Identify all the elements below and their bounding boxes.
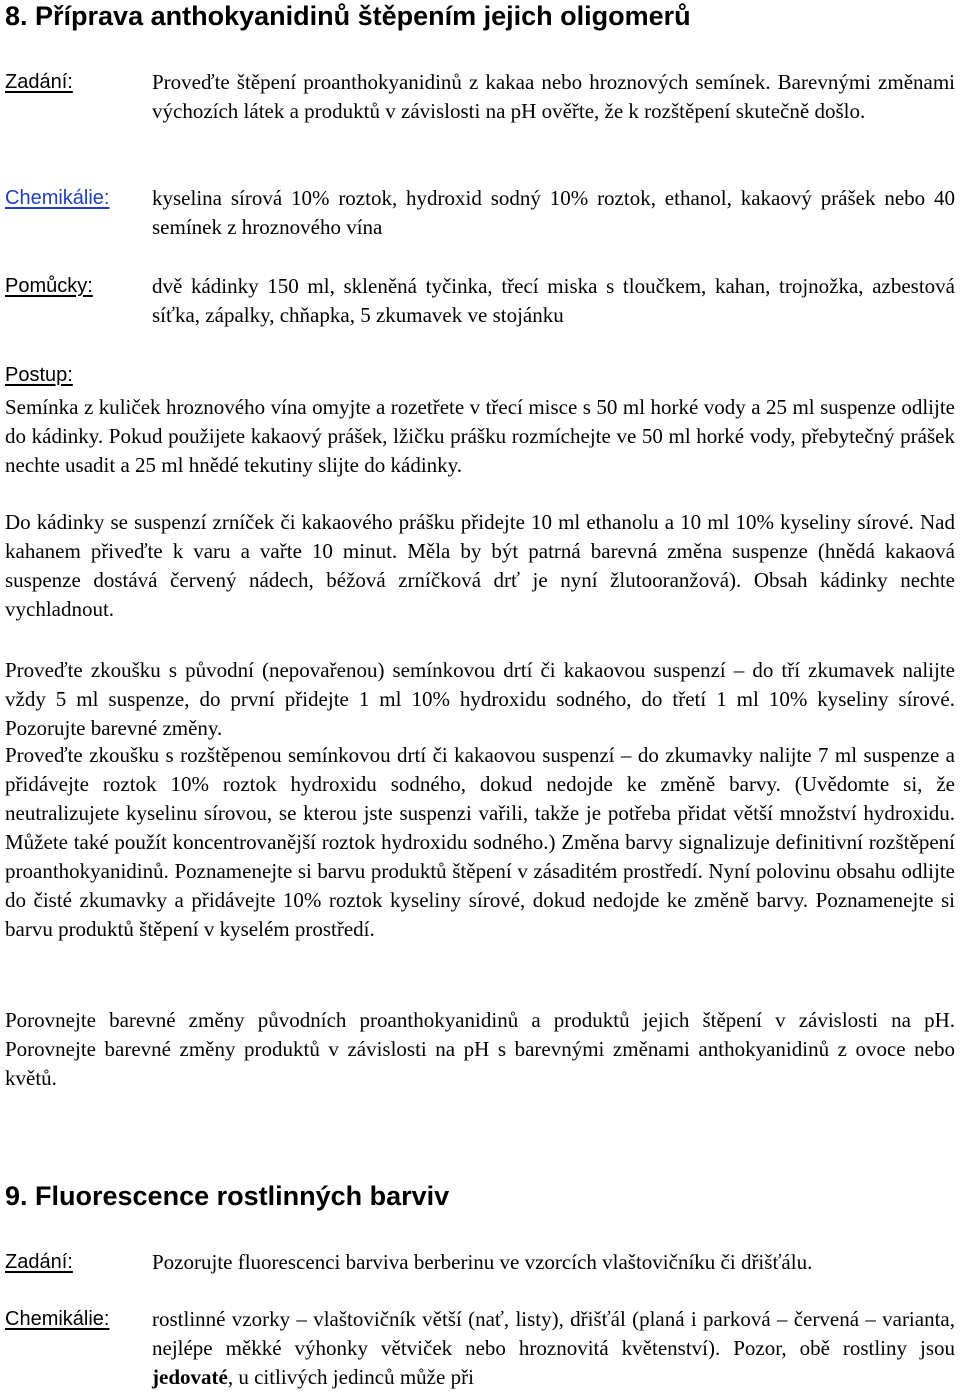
jedovate-emphasis: jedovaté [152,1365,228,1389]
zadani-row [5,68,955,126]
postup-paragraph-5: Porovnejte barevné změny původních proanthokyanidinů a produktů jejich štěpení v závislosti na pH. Porovnejte barevné změny produktů v závislosti na pH s barevnými změnami anthokyanidinů z ovoce nebo květů. [5,1008,955,1090]
pomucky-row [5,272,955,330]
zadani-row-2 [5,1248,955,1277]
chemikalie-row [5,184,955,242]
zadani-label-2: Zadání: [5,1251,73,1273]
postup-paragraph-1: Semínka z kuliček hroznového vína omyjte a rozetřete v třecí misce s 50 ml horké vody a 25 ml suspenze odlijte do kádinky. Pokud použijete kakaový prášek, lžičku prášku rozmíchejte ve 50 ml horké vody, přebytečný prášek nechte usadit a 25 ml hnědé tekutiny slijte do kádinky. [5,395,955,477]
chemikalie-text-2 [152,1305,955,1392]
chemikalie-text-2-start: rostlinné vzorky – vlaštovičník větší (nať, listy), dřišťál (planá i parková – červená – varianta, nejlépe měkké výhonky větviček nebo hroznovitá květenství). Pozor, obě rostliny jsou [152,1307,955,1360]
section-9-heading: 9. Fluorescence rostlinných barviv [5,1181,450,1211]
chemikalie-label-2: Chemikálie: [5,1308,110,1330]
chemikalie-text: kyselina sírová 10% roztok, hydroxid sodný 10% roztok, ethanol, kakaový prášek nebo 40 semínek z hroznového vína [152,186,955,239]
pomucky-label: Pomůcky: [5,275,93,297]
pomucky-text: dvě kádinky 150 ml, skleněná tyčinka, třecí miska s tloučkem, kahan, trojnožka, azbestová síťka, zápalky, chňapka, 5 zkumavek ve stojánku [152,274,955,327]
postup-paragraph-4: Proveďte zkoušku s rozštěpenou semínkovou drtí či kakaovou suspenzí – do zkumavky nalijte 7 ml suspenze a přidávejte roztok 10% roztok hydroxidu sodného, dokud nedojde ke změně barvy. (Uvědomte si, že neutralizujete kyselinu sírovou, se kterou jste suspenzi vařili, takže je potřeba přidat větší množství hydroxidu. Můžete také použít koncentrovanější roztok hydroxidu sodného.) Změna barvy signalizuje definitivní rozštěpení proanthokyanidinů. Poznamenejte si barvu produktů štěpení v zásaditém prostředí. Nyní polovinu obsahu odlijte do čisté zkumavky a přidávejte 10% roztok kyseliny sírové, dokud nedojde ke změně barvy. Poznamenejte si barvu produktů štěpení v kyselém prostředí. [5,743,955,941]
zadani-text-2: Pozorujte fluorescenci barviva berberinu ve vzorcích vlaštovičníku či dřišťálu. [152,1250,813,1274]
zadani-text: Proveďte štěpení proanthokyanidinů z kakaa nebo hroznových semínek. Barevnými změnami výchozích látek a produktů v závislosti na pH ověřte, že k rozštěpení skutečně došlo. [152,70,955,123]
postup-paragraph-3: Proveďte zkoušku s původní (nepovařenou) semínkovou drtí či kakaovou suspenzí – do tří zkumavek nalijte vždy 5 ml suspenze, do první přidejte 1 ml 10% hydroxidu sodného, do třetí 1 ml 10% kyseliny sírové. Pozorujte barevné změny. [5,658,955,740]
chemikalie-text-2-end: , u citlivých jedinců může při [227,1365,474,1389]
chemikalie-label: Chemikálie: [5,187,110,209]
section-8-heading: 8. Příprava anthokyanidinů štěpením jejich oligomerů [5,1,691,31]
postup-paragraph-2: Do kádinky se suspenzí zrníček či kakaového prášku přidejte 10 ml ethanolu a 10 ml 10% kyseliny sírové. Nad kahanem přiveďte k varu a vařte 10 minut. Měla by být patrná barevná změna suspenze (hnědá kakaová suspenze dostává červený nádech, béžová zrníčková drť je nyní žlutooranžová). Obsah kádinky nechte vychladnout. [5,510,955,621]
zadani-label: Zadání: [5,71,73,93]
chemikalie-row-2 [5,1305,955,1392]
postup-label: Postup: [5,364,73,386]
